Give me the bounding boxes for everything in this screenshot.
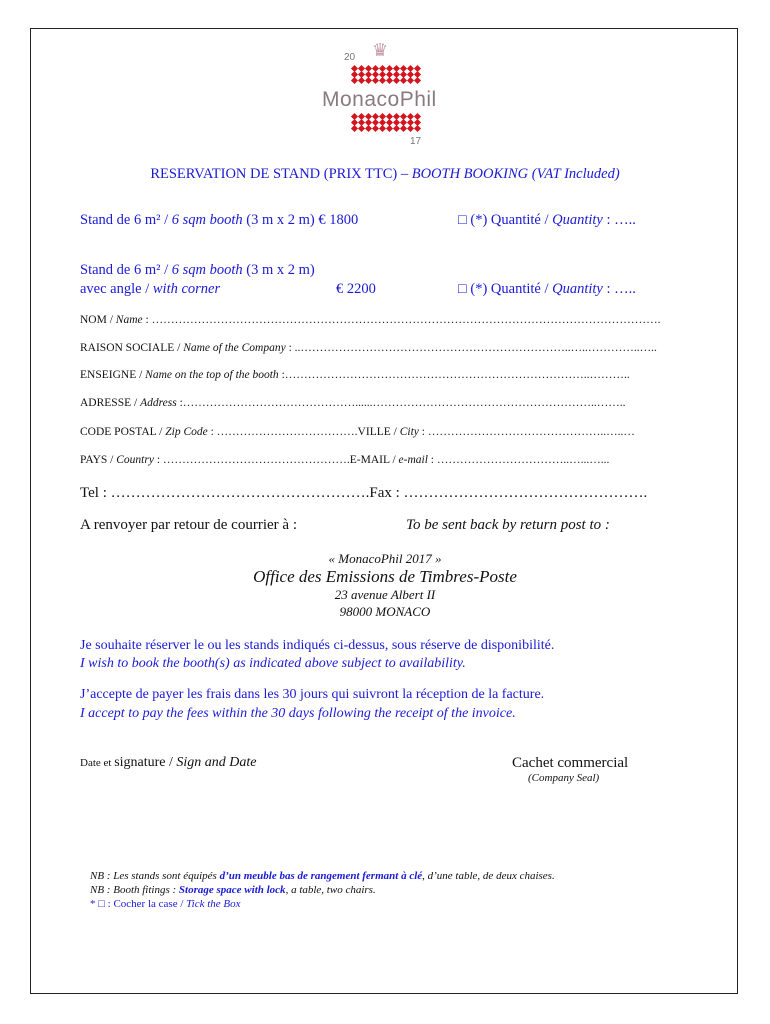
field-raison-sociale[interactable] [80, 342, 657, 354]
adresse-label-en: Address [140, 397, 177, 409]
note-fr-bold: d’un meuble bas de rangement fermant à clé [219, 870, 423, 882]
note-en-end: , a table, two chairs. [285, 884, 376, 896]
logo-year-bottom: 17 [410, 136, 422, 147]
field-enseigne[interactable] [80, 369, 630, 381]
stand-standard-row [80, 212, 358, 229]
nom-label: NOM / [80, 314, 116, 326]
ville-label-en: City [399, 426, 419, 438]
title-main: RESERVATION DE STAND (PRIX TTC) – [150, 166, 412, 182]
tel-fax-line[interactable]: Tel : …………………………………………….Fax : …………………………………………. [80, 485, 648, 501]
address-street: 23 avenue Albert II [334, 587, 436, 602]
stand2-quantity[interactable] [458, 281, 636, 298]
address-city: 98000 MONACO [339, 604, 431, 619]
email-input[interactable]: : ……………………………..…...…... [427, 454, 610, 466]
company-seal-label: Cachet commercial [512, 755, 629, 771]
adresse-input[interactable]: :………………………………………......…………………………………………………..…….. [176, 397, 626, 409]
pays-input[interactable]: : ………………………………………….E-MAIL / [153, 454, 399, 466]
stand-corner-line1 [80, 262, 315, 279]
raison-label-en: Name of the Company [183, 342, 286, 354]
tick-box-fr: * □ : Cocher la case / [90, 898, 187, 910]
nom-input[interactable]: : ……………………………………………………………………………………………………………………. [142, 314, 661, 326]
statement-pay-fr: J’accepte de payer les frais dans les 30 jours qui suivront la réception de la facture. [80, 687, 545, 702]
stand1-label: Stand de 6 m² / [80, 212, 172, 228]
field-pays-email[interactable] [80, 454, 609, 466]
field-nom[interactable] [80, 314, 660, 326]
enseigne-input[interactable]: :……………………………………………………………………..……….. [278, 369, 630, 381]
logo-diamonds-bottom [352, 114, 420, 131]
company-seal-en: (Company Seal) [528, 772, 600, 784]
cp-input[interactable]: : ……………………………….VILLE / [207, 426, 400, 438]
signature-label [80, 755, 257, 771]
stand2-checkbox[interactable]: □ (*) Quantité / [458, 281, 553, 297]
stand1-checkbox[interactable]: □ (*) Quantité / [458, 212, 553, 228]
enseigne-label-en: Name on the top of the booth [145, 369, 279, 381]
signature-date-label: Date et [80, 757, 115, 769]
stand1-dims: (3 m x 2 m) [242, 212, 315, 228]
signature-label-en: Sign and Date [176, 755, 257, 770]
form-title [0, 166, 770, 183]
field-code-postal-ville[interactable] [80, 426, 635, 438]
stand2-price: € 2200 [336, 281, 376, 297]
monacophil-logo [318, 38, 458, 150]
email-label-en: e-mail [398, 454, 428, 466]
stand2-qty-en: Quantity [552, 281, 603, 297]
field-adresse[interactable] [80, 397, 626, 409]
statement-pay-en: I accept to pay the fees within the 30 days following the receipt of the invoice. [80, 706, 516, 721]
note-fr-end: , d’une table, de deux chaises. [422, 870, 555, 882]
cp-label-en: Zip Code [165, 426, 208, 438]
logo-diamonds-top [352, 66, 420, 83]
address-event: « MonacoPhil 2017 » [328, 551, 442, 566]
stand2-label: Stand de 6 m² / [80, 262, 172, 278]
stand1-qty-en: Quantity [552, 212, 603, 228]
stand2-corner-en: with corner [152, 281, 221, 297]
stand2-qty-value[interactable]: : ….. [602, 281, 636, 297]
cp-label: CODE POSTAL / [80, 426, 166, 438]
logo-brand: MonacoPhil [322, 88, 437, 111]
raison-label: RAISON SOCIALE / [80, 342, 184, 354]
stand-corner-line2 [80, 281, 220, 298]
logo-year-top: 20 [344, 52, 356, 63]
stand2-dims: (3 m x 2 m) [242, 262, 315, 278]
signature-label-fr: signature / [114, 755, 177, 770]
address-office: Office des Emissions de Timbres-Poste [253, 567, 517, 586]
stand1-qty-value[interactable]: : ….. [602, 212, 636, 228]
pays-label-en: Country [116, 454, 154, 466]
raison-input[interactable]: : ..……………………………………………………………..…..…………..….. [285, 342, 657, 354]
note-fr [90, 870, 555, 882]
return-label-fr: A renvoyer par retour de courrier à : [80, 517, 297, 533]
adresse-label: ADRESSE / [80, 397, 141, 409]
note-tick-box [90, 898, 241, 910]
stand2-label-en: 6 sqm booth [171, 262, 243, 278]
title-italic: BOOTH BOOKING (VAT Included) [411, 166, 620, 182]
nom-label-en: Name [115, 314, 143, 326]
note-en [90, 884, 376, 896]
statement-reserve-fr: Je souhaite réserver le ou les stands indiqués ci-dessus, sous réserve de disponibilité. [80, 638, 555, 653]
stand2-corner-label: avec angle / [80, 281, 153, 297]
note-fr-start: NB : Les stands sont équipés [90, 870, 220, 882]
pays-label: PAYS / [80, 454, 117, 466]
tick-box-en: Tick the Box [186, 898, 241, 910]
enseigne-label: ENSEIGNE / [80, 369, 146, 381]
statement-reserve-en: I wish to book the booth(s) as indicated above subject to availability. [80, 656, 466, 671]
ville-input[interactable]: : ………………………………………..…..… [418, 426, 635, 438]
note-en-start: NB : Booth fitings : [90, 884, 179, 896]
stand1-quantity[interactable] [458, 212, 636, 229]
stand1-price: € 1800 [314, 212, 359, 228]
return-label-en: To be sent back by return post to : [406, 517, 610, 533]
note-en-bold: Storage space with lock [178, 884, 286, 896]
crown-icon: ♛ [372, 40, 389, 60]
stand1-label-en: 6 sqm booth [171, 212, 243, 228]
